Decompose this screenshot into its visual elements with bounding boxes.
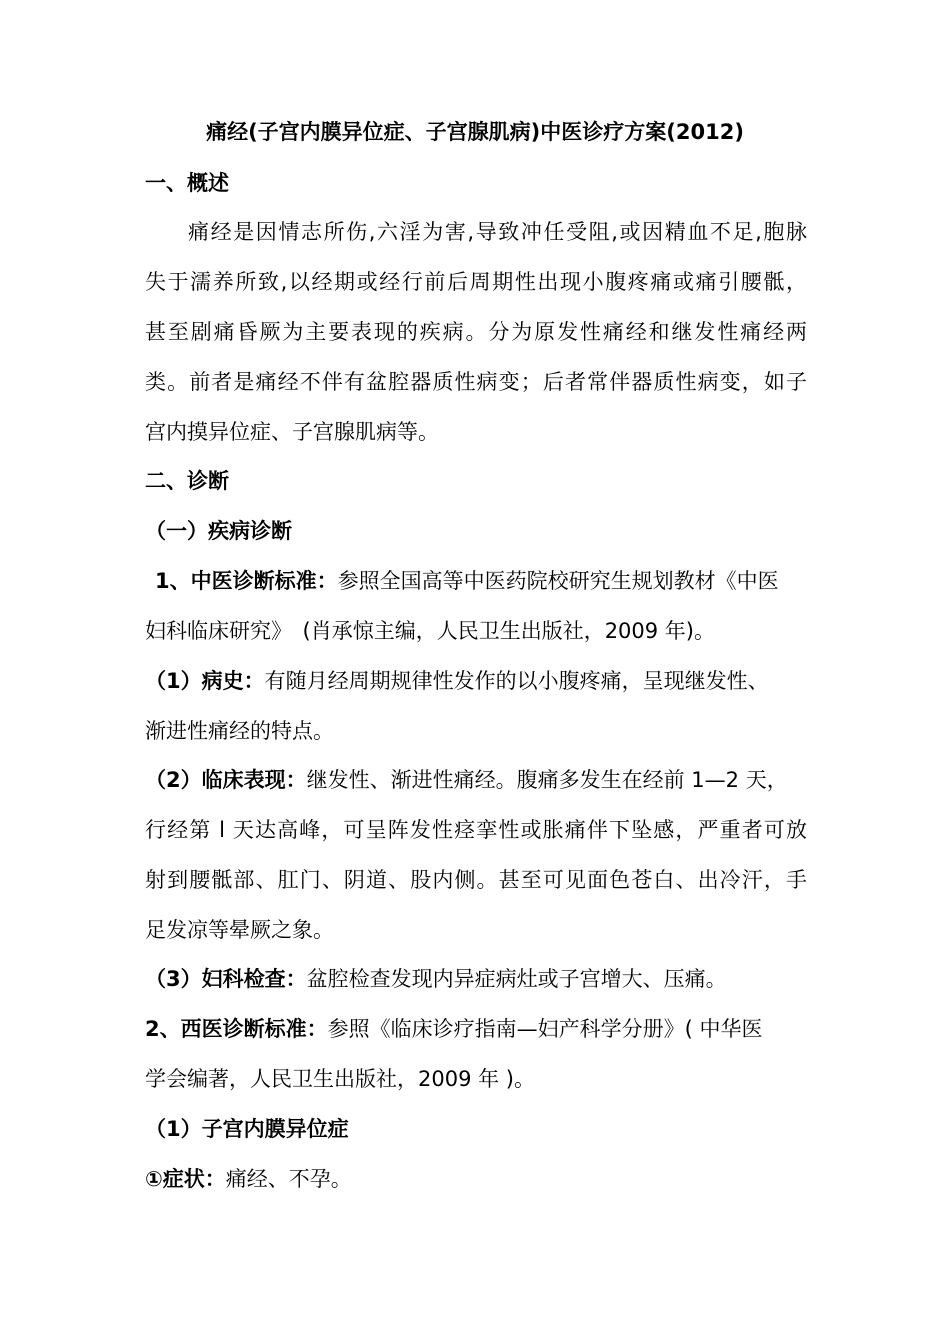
western-criteria-text: 参照《临床诊疗指南—妇产科学分册》( 中华医 (327, 1017, 763, 1041)
tcm-criteria-text: 参照全国高等中医药院校研究生规划教材《中医 (337, 569, 779, 593)
tcm-criteria-line-2: 妇科临床研究》 (肖承惊主编，人民卫生出版社，2009 年)。 (145, 619, 716, 643)
western-criteria-line-1 (145, 1015, 763, 1043)
gyn-exam-label: （3）妇科检查： (145, 967, 307, 991)
clinical-line-2: 行经第 l 天达高峰，可呈阵发性痉挛性或胀痛伴下坠感，严重者可放 (145, 818, 807, 842)
tcm-criteria-label: 1、中医诊断标准： (155, 569, 338, 593)
gyn-exam-text: 盆腔检查发现内异症病灶或子宫增大、压痛。 (306, 967, 727, 991)
western-criteria-line-2: 学会编著，人民卫生出版社，2009 年 )。 (145, 1067, 535, 1091)
tcm-criteria-line-1 (155, 567, 807, 595)
history-label: （1）病史： (145, 669, 265, 693)
section-heading-diagnosis: 二、诊断 (145, 469, 229, 493)
clinical-text: 继发性、渐进性痛经。腹痛多发生在经前 1—2 天， (306, 768, 788, 792)
symptoms-text: 痛经、不孕。 (225, 1167, 352, 1191)
gyn-exam-line (145, 965, 727, 993)
endometriosis-heading: （1）子宫内膜异位症 (145, 1117, 349, 1141)
history-line-2: 渐进性痛经的特点。 (145, 719, 334, 743)
symptoms-line (145, 1165, 352, 1193)
clinical-line-1 (145, 766, 788, 794)
western-criteria-label: 2、西医诊断标准： (145, 1017, 328, 1041)
overview-line-5: 宫内摸异位症、子宫腺肌病等。 (145, 420, 439, 444)
subsection-disease-diagnosis: （一）疾病诊断 (145, 519, 292, 543)
document-title: 痛经(子宫内膜异位症、子宫腺肌病)中医诊疗方案(2012) (206, 120, 744, 144)
overview-line-4: 类。前者是痛经不伴有盆腔器质性病变；后者常伴器质性病变，如子 (145, 370, 807, 394)
overview-line-3: 甚至剧痛昏厥为主要表现的疾病。分为原发性痛经和继发性痛经两 (145, 320, 807, 344)
history-text: 有随月经周期规律性发作的以小腹疼痛，呈现继发性、 (264, 669, 769, 693)
overview-line-2: 失于濡养所致,以经期或经行前后周期性出现小腹疼痛或痛引腰骶， (145, 270, 807, 294)
overview-line-1: 痛经是因情志所伤,六淫为害,导致冲任受阻,或因精血不足,胞脉 (188, 220, 807, 244)
clinical-label: （2）临床表现： (145, 768, 307, 792)
symptoms-label: ①症状： (145, 1167, 226, 1191)
clinical-line-3: 射到腰骶部、肛门、阴道、股内侧。甚至可见面色苍白、出冷汗，手 (145, 868, 807, 892)
history-line-1 (145, 667, 769, 695)
section-heading-overview: 一、概述 (145, 171, 229, 195)
clinical-line-4: 足发凉等晕厥之象。 (145, 918, 334, 942)
